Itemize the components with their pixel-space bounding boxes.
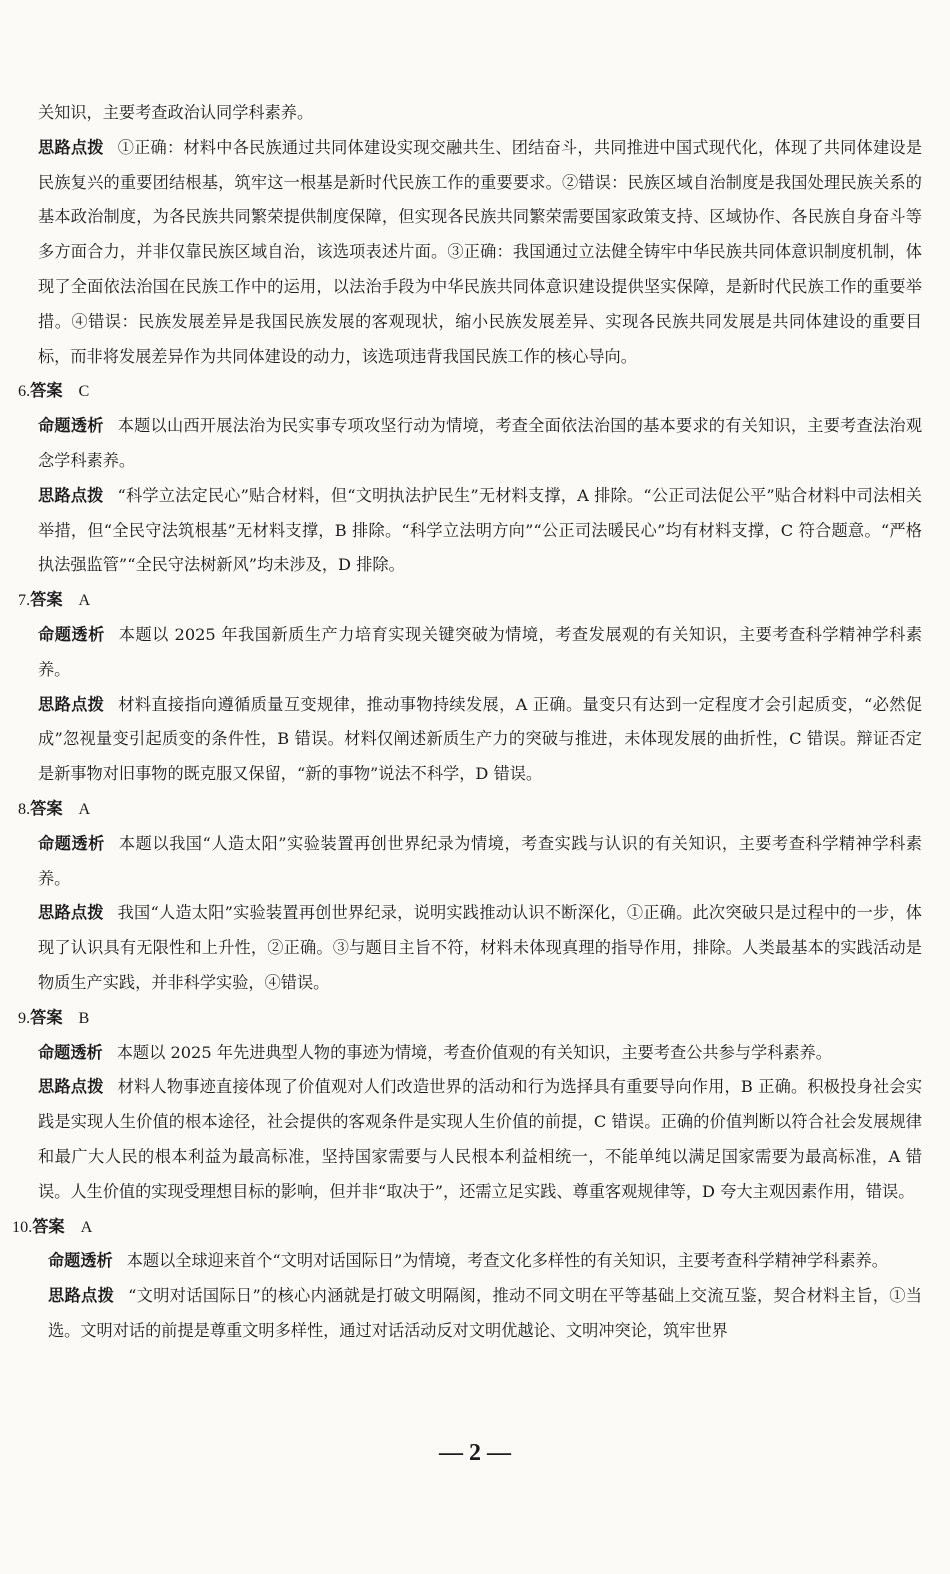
reasoning-10 xyxy=(38,1279,922,1349)
answer-label: 答案 xyxy=(30,381,63,401)
reasoning-label: 思路点拨 xyxy=(38,1077,104,1097)
reasoning-8 xyxy=(38,896,922,1000)
answer-letter: B xyxy=(78,1008,90,1027)
page-content xyxy=(12,96,923,1349)
question-number: 9. xyxy=(18,1008,31,1027)
reasoning-label: 思路点拨 xyxy=(38,485,104,505)
question-number: 6. xyxy=(18,382,31,401)
analysis-8 xyxy=(38,827,922,897)
analysis-10 xyxy=(38,1244,922,1279)
intro-continued: 关知识，主要考查政治认同学科素养。 xyxy=(38,103,314,122)
answer-label: 答案 xyxy=(30,590,63,610)
answer-line-10 xyxy=(12,1210,922,1245)
question-number: 10. xyxy=(12,1217,33,1236)
analysis-label: 命题透析 xyxy=(38,833,105,853)
analysis-text: 本题以 2025 年先进典型人物的事迹为情境，考查价值观的有关知识，主要考查公共参与学科素养。 xyxy=(116,1042,832,1062)
reasoning-text: 我国“人造太阳”实验装置再创世界纪录，说明实践推动认识不断深化，①正确。此次突破只是过程中的一步，体现了认识具有无限性和上升性，②正确。③与题目主旨不符，材料未体现真理的指导作用，排除。人类最基本的实践活动是物质生产实践，并非科学实验，④错误。 xyxy=(38,903,922,992)
analysis-9 xyxy=(38,1036,922,1071)
question-number: 8. xyxy=(18,799,31,818)
analysis-label: 命题透析 xyxy=(38,1042,103,1062)
analysis-6 xyxy=(38,409,922,479)
answer-letter: A xyxy=(78,591,91,610)
answer-label: 答案 xyxy=(30,798,63,818)
reasoning-text: 材料直接指向遵循质量互变规律，推动事物持续发展，A 正确。量变只有达到一定程度才会引起质变，“必然促成”忽视量变引起质变的条件性，B 错误。材料仅阐述新质生产力的突破与推进，未体现发展的曲折性，C 错误。辩证否定是新事物对旧事物的既克服又保留，“新的事物”说法不科学，D 错误。 xyxy=(38,694,923,784)
reasoning-7 xyxy=(38,688,922,792)
answer-line-9 xyxy=(18,1001,922,1036)
reasoning-text: ①正确：材料中各民族通过共同体建设实现交融共生、团结奋斗，共同推进中国式现代化，体现了共同体建设是民族复兴的重要团结根基，筑牢这一根基是新时代民族工作的重要要求。②错误：民族区域自治制度是我国处理民族关系的基本政治制度，为各民族共同繁荣提供制度保障，但实现各民族共同繁荣需要国家政策支持、区域协作、各民族自身奋斗等多方面合力，并非仅靠民族区域自治，该选项表述片面。③正确：我国通过立法健全铸牢中华民族共同体意识制度机制，体现了全面依法治国在民族工作中的运用，以法治手段为中华民族共同体意识建设提供坚实保障，是新时代民族工作的重要举措。④错误：民族发展差异是我国民族发展的客观现状，缩小民族发展差异、实现各民族共同发展是共同体建设的重要目标，而非将发展差异作为共同体建设的动力，该选项违背我国民族工作的核心导向。 xyxy=(38,137,923,366)
answer-label: 答案 xyxy=(32,1216,65,1236)
analysis-text: 本题以我国“人造太阳”实验装置再创世界纪录为情境，考查实践与认识的有关知识，主要考查科学精神学科素养。 xyxy=(38,833,922,888)
reasoning-text: “科学立法定民心”贴合材料，但“文明执法护民生”无材料支撑，A 排除。“公正司法促公平”贴合材料中司法相关举措，但“全民守法筑根基”无材料支撑，B 排除。“科学立法明方向”“公正司法暖民心”均有材料支撑，C 符合题意。“严格执法强监管”“全民守法树新风”均未涉及，D 排除。 xyxy=(38,485,922,575)
answer-letter: C xyxy=(78,382,90,401)
answer-letter: A xyxy=(78,799,91,818)
reasoning-label: 思路点拨 xyxy=(48,1286,115,1306)
answer-label: 答案 xyxy=(30,1007,63,1027)
analysis-label: 命题透析 xyxy=(38,416,104,436)
reasoning-label: 思路点拨 xyxy=(38,903,104,923)
answer-letter: A xyxy=(80,1217,93,1236)
answer-line-7 xyxy=(18,583,922,618)
answer-line-8 xyxy=(18,792,922,827)
analysis-text: 本题以山西开展法治为民实事专项攻坚行动为情境，考查全面依法治国的基本要求的有关知识，主要考查法治观念学科素养。 xyxy=(38,416,923,470)
reasoning-label: 思路点拨 xyxy=(38,137,104,157)
question-number: 7. xyxy=(18,591,31,610)
analysis-text: 本题以全球迎来首个“文明对话国际日”为情境，考查文化多样性的有关知识，主要考查科学精神学科素养。 xyxy=(126,1251,888,1271)
analysis-text: 本题以 2025 年我国新质生产力培育实现关键突破为情境，考查发展观的有关知识，主要考查科学精神学科素养。 xyxy=(38,624,923,679)
answer-line-6 xyxy=(18,374,922,409)
intro-reasoning xyxy=(38,131,922,375)
reasoning-6 xyxy=(38,479,922,583)
reasoning-label: 思路点拨 xyxy=(38,694,105,714)
analysis-label: 命题透析 xyxy=(38,624,105,644)
analysis-7 xyxy=(38,618,922,688)
analysis-label: 命题透析 xyxy=(48,1251,113,1271)
page-number: — 2 — xyxy=(439,1440,511,1466)
reasoning-text: “文明对话国际日”的核心内涵就是打破文明隔阂，推动不同文明在平等基础上交流互鉴，契合材料主旨，①当选。文明对话的前提是尊重文明多样性，通过对话活动反对文明优越论、文明冲突论，筑牢世界 xyxy=(48,1286,922,1340)
reasoning-text: 材料人物事迹直接体现了价值观对人们改造世界的活动和行为选择具有重要导向作用，B 正确。积极投身社会实践是实现人生价值的根本途径，社会提供的客观条件是实现人生价值的前提，C 错误。正确的价值判断以符合社会发展规律和最广大人民的根本利益为最高标准，坚持国家需要与人民根本利益相统一，不能单纯以满足国家需要为最高标准，A 错误。人生价值的实现受理想目标的影响，但并非“取决于”，还需立足实践、尊重客观规律等，D 夸大主观因素作用，错误。 xyxy=(38,1077,923,1201)
reasoning-9 xyxy=(38,1070,922,1209)
